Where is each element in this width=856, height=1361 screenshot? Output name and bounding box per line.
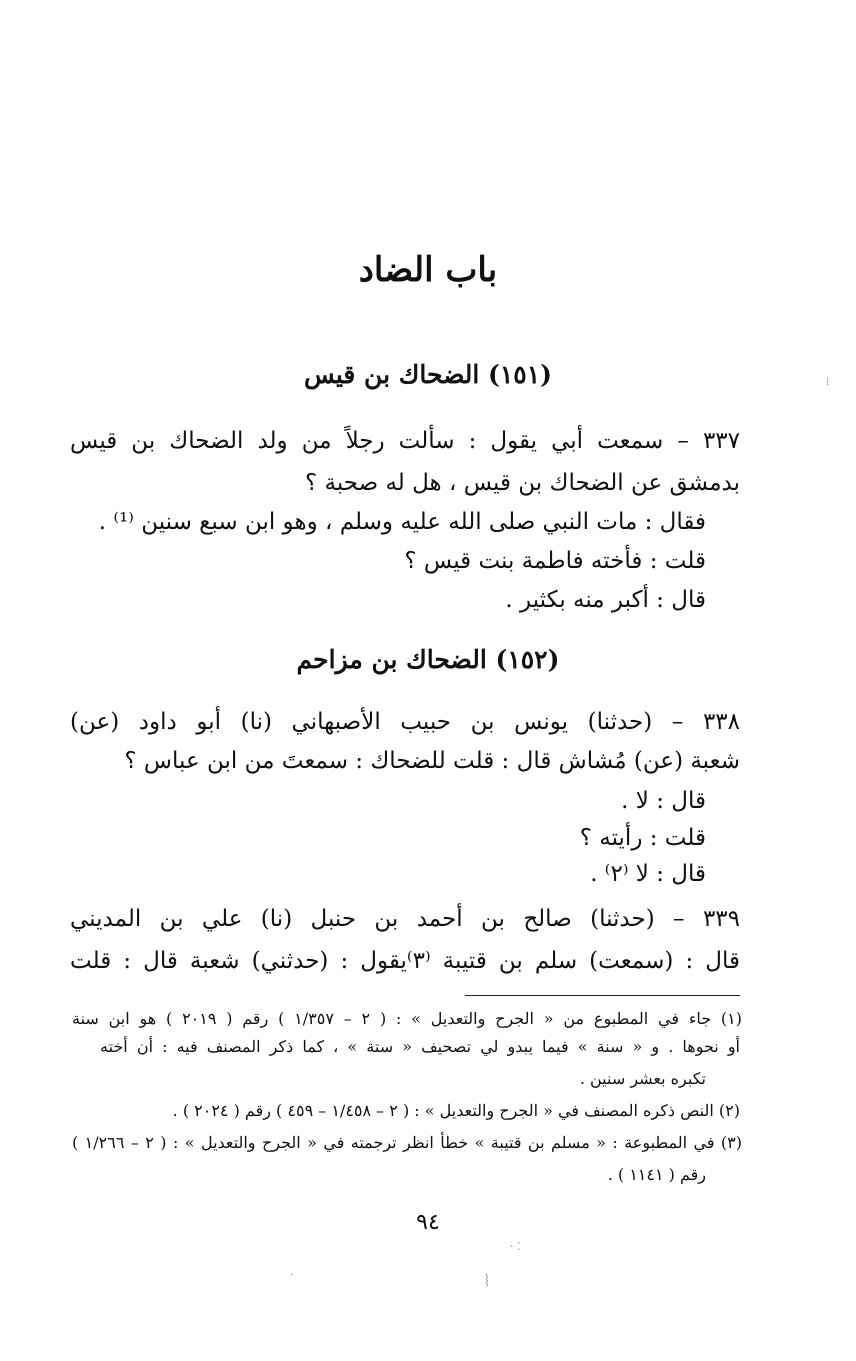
footnote-1-line-2: أو نحوها . و « سنة » فيما يبدو لي تصحيف « ستة » ، كما ذكر المصنف فيه : أن أخته [100, 1037, 740, 1056]
footnote-1-line-1: (١) جاء في المطبوع من « الجرح والتعديل » : ( ٢ – ١/٣٥٧ ) رقم ( ٢٠١٩ ) هو ابن سنة [72, 1009, 743, 1028]
scan-speck: ⁞ [826, 375, 830, 388]
footnote-separator [465, 995, 740, 996]
entry-337-line-3: فقال : مات النبي صلى الله عليه وسلم ، وهو ابن سبع سنين ⁽¹⁾ . [98, 509, 706, 535]
scan-speck: · [290, 1268, 294, 1281]
scan-speck: · ⁚ [510, 1240, 521, 1253]
entry-338-line-4: قلت : رأيته ؟ [579, 825, 706, 851]
entry-337-line-1: ٣٣٧ – سمعت أبي يقول : سألت رجلاً من ولد الضحاك بن قيس [70, 428, 740, 454]
footnote-3-line-1: (٣) في المطبوعة : « مسلم بن قتيبة » خطأ انظر ترجمته في « الجرح والتعديل » : ( ٢ – ١/٢٦٦ ) [72, 1133, 743, 1152]
page-number: ٩٤ [416, 1210, 440, 1235]
entry-337-line-5: قال : أكبر منه بكثير . [505, 587, 706, 613]
entry-heading-152: (١٥٢) الضحاك بن مزاحم [296, 645, 560, 674]
entry-338-line-1: ٣٣٨ – (حدثنا) يونس بن حبيب الأصبهاني (نا) أبو داود (عن) [70, 709, 740, 735]
footnote-2: (٢) النص ذكره المصنف في « الجرح والتعديل » : ( ٢ – ١/٤٥٨ – ٤٥٩ ) رقم ( ٢٠٢٤ ) . [172, 1101, 740, 1120]
entry-338-line-5: قال : لا ⁽٢⁾ . [590, 861, 706, 887]
entry-337-line-4: قلت : فأخته فاطمة بنت قيس ؟ [404, 548, 706, 574]
entry-heading-151: (١٥١) الضحاك بن قيس [303, 360, 553, 389]
entry-339-line-1: ٣٣٩ – (حدثنا) صالح بن أحمد بن حنبل (نا) علي بن المديني [70, 906, 740, 932]
footnote-1-line-3: تكبره بعشر سنين . [579, 1069, 706, 1088]
chapter-title: باب الضاد [358, 250, 498, 290]
entry-338-line-2: شعبة (عن) مُشاش قال : قلت للضحاك : سمعتَ من ابن عباس ؟ [124, 748, 740, 774]
entry-339-line-2: قال : (سمعت) سلم بن قتيبة ⁽٣⁾يقول : (حدثني) شعبة قال : قلت [70, 948, 740, 974]
scan-speck: ⸾ [485, 1273, 489, 1286]
entry-338-line-3: قال : لا . [621, 788, 706, 814]
entry-337-line-2: بدمشق عن الضحاك بن قيس ، هل له صحبة ؟ [304, 470, 740, 496]
footnote-3-line-2: رقم ( ١١٤١ ) . [607, 1165, 706, 1184]
